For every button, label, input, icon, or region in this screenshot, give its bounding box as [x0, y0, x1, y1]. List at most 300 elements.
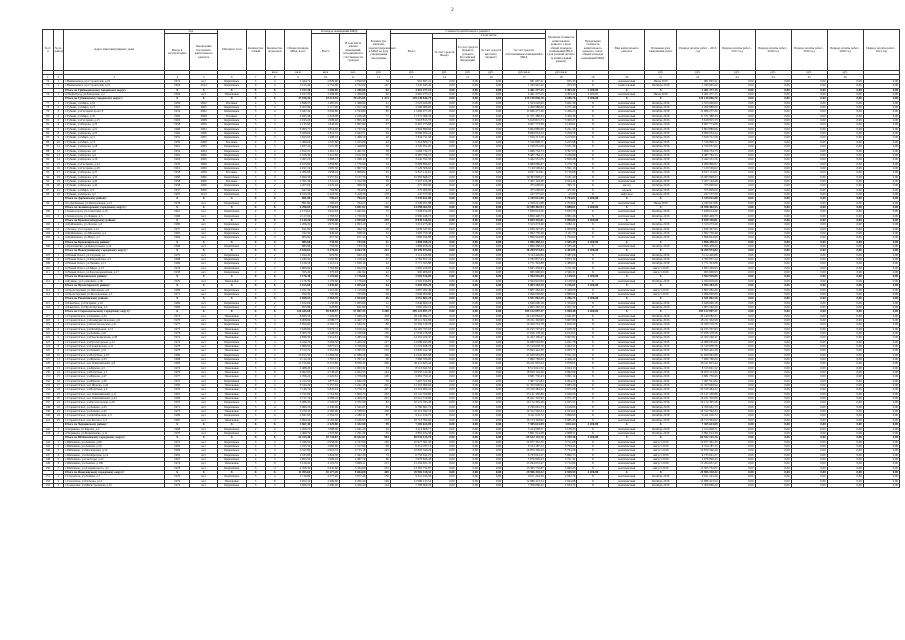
table-cell: Кирпичные: [217, 266, 246, 270]
table-cell: комплексный: [609, 158, 645, 162]
table-cell: 1 915,50: [284, 444, 312, 448]
table-cell: 0,00: [456, 470, 479, 474]
table-cell: X: [246, 310, 265, 314]
table-cell: 2 135,90: [284, 123, 312, 127]
table-cell: 3 111,73: [545, 232, 577, 236]
table-cell: 1 206,00: [339, 93, 367, 97]
table-cell: 0,00: [456, 166, 479, 170]
col-header: Период оплаты работ - 2017 год: [719, 30, 755, 71]
col-header: Период оплаты работ - 2019 год: [791, 30, 827, 71]
table-cell: 0,00: [719, 119, 755, 123]
table-cell: 7 497 521,84: [677, 379, 719, 383]
table-cell: 13 820 442,38: [503, 349, 545, 353]
table-cell: 0,00: [456, 384, 479, 388]
table-cell: 140: [43, 414, 54, 418]
table-cell: 2 103,60: [284, 162, 312, 166]
table-cell: Панельные: [217, 388, 246, 392]
table-cell: 1970: [164, 431, 189, 435]
table-cell: 0,00: [791, 171, 827, 175]
table-cell: 89: [43, 153, 54, 157]
table-cell: 3: [53, 110, 64, 114]
table-cell: X: [265, 197, 284, 201]
table-cell: 0,00: [863, 292, 899, 296]
table-cell: 2 523 020,00: [677, 101, 719, 105]
table-cell: 365,71: [545, 184, 577, 188]
table-cell: 0,00: [827, 288, 863, 292]
table-cell: 0,00: [791, 457, 827, 461]
table-cell: 4 952,10: [284, 479, 312, 483]
table-cell: 0,00: [791, 258, 827, 262]
table-cell: 0,00: [719, 88, 755, 92]
table-cell: 4 290,05: [284, 205, 312, 209]
table-cell: 2 947,93: [284, 414, 312, 418]
table-cell: 36: [367, 145, 390, 149]
table-cell: 0,00: [479, 171, 502, 175]
table-cell: 1 606,10: [312, 457, 340, 461]
table-cell: Октябрь 2016: [645, 475, 677, 479]
table-cell: нет: [190, 431, 218, 435]
table-cell: 0,00: [433, 310, 456, 314]
table-cell: 0,00: [755, 127, 791, 131]
table-cell: 4 193,60: [312, 418, 340, 422]
table-cell: 7 819 711,58: [503, 136, 545, 140]
table-cell: 0,00: [433, 462, 456, 466]
table-cell: 253,35: [545, 84, 577, 88]
table-cell: 0,00: [791, 184, 827, 188]
table-cell: 1976: [164, 331, 189, 335]
table-cell: Август 2016: [645, 440, 677, 444]
table-cell: Кирпичные: [217, 318, 246, 322]
table-cell: Октябрь 2016: [645, 301, 677, 305]
address-cell: г.Старый Оскол, ул.Ленина, д.43: [64, 314, 165, 318]
table-cell: Июнь 2016: [645, 93, 677, 97]
table-cell: 9: [246, 344, 265, 348]
table-cell: 1 158,40: [339, 258, 367, 262]
table-cell: 0,00: [755, 101, 791, 105]
table-cell: 0,00: [755, 288, 791, 292]
table-cell: 0,00: [479, 331, 502, 335]
table-cell: 4 746,20: [312, 371, 340, 375]
table-cell: 0,00: [827, 392, 863, 396]
table-cell: 0,00: [719, 171, 755, 175]
table-cell: 469: [367, 470, 390, 474]
table-cell: 0,00: [755, 362, 791, 366]
table-cell: 0,00: [479, 288, 502, 292]
table-cell: 101: [43, 214, 54, 218]
table-cell: X: [246, 219, 265, 223]
table-cell: Кирпичные: [217, 305, 246, 309]
table-cell: 0,00: [433, 210, 456, 214]
table-cell: 2 611,80: [339, 153, 367, 157]
table-cell: X: [577, 418, 609, 422]
col-header: Количество этажей: [246, 30, 265, 71]
table-cell: 0,00: [755, 297, 791, 301]
table-cell: X: [577, 397, 609, 401]
table-cell: 0,00: [433, 288, 456, 292]
address-cell: г.Шебекино, ул.Ленина, д.98: [64, 440, 165, 444]
table-cell: X: [609, 249, 645, 253]
table-cell: 4 024,13: [545, 366, 577, 370]
table-cell: 2: [265, 223, 284, 227]
table-cell: 0,00: [755, 375, 791, 379]
table-cell: 3: [265, 166, 284, 170]
table-cell: 0,00: [479, 384, 502, 388]
table-cell: 1958: [164, 184, 189, 188]
table-cell: X: [190, 97, 218, 101]
table-cell: X: [577, 410, 609, 414]
table-cell: X: [265, 205, 284, 209]
table-cell: 4: [53, 327, 64, 331]
table-cell: нет: [190, 279, 218, 283]
table-cell: 1963: [164, 453, 189, 457]
table-cell: 25: [367, 305, 390, 309]
table-cell: 146: [367, 344, 390, 348]
table-cell: 0,00: [433, 175, 456, 179]
table-cell: Октябрь 2016: [645, 379, 677, 383]
table-cell: Панельные: [217, 331, 246, 335]
table-cell: X: [609, 436, 645, 440]
table-cell: нет: [190, 271, 218, 275]
table-cell: 3 998,48: [545, 310, 577, 314]
table-cell: 5: [246, 318, 265, 322]
table-cell: 7 638 014,20: [503, 210, 545, 214]
table-cell: 3: [265, 179, 284, 183]
table-cell: 725,60: [339, 292, 367, 296]
table-cell: Панельные: [217, 314, 246, 318]
table-cell: 41 929 965,88: [503, 353, 545, 357]
table-cell: 3: [53, 262, 64, 266]
table-cell: 3: [265, 171, 284, 175]
table-cell: 0,00: [719, 114, 755, 118]
table-cell: 3 011,64: [545, 423, 577, 427]
table-cell: 0,00: [479, 201, 502, 205]
table-cell: 3 077,40: [339, 475, 367, 479]
table-cell: 2 058,53: [284, 297, 312, 301]
table-cell: Октябрь 2016: [645, 114, 677, 118]
address-cell: пгт.Дербеньки, ул.Центральная, д.15: [64, 201, 165, 205]
table-cell: 64: [367, 266, 390, 270]
table-cell: 10 870 346,29: [390, 449, 432, 453]
table-cell: X: [265, 310, 284, 314]
table-cell: 24 195 707,63: [677, 327, 719, 331]
table-cell: Август 2016: [645, 288, 677, 292]
table-cell: 0,00: [456, 427, 479, 431]
table-cell: 3 257,64: [312, 175, 340, 179]
table-cell: 4: [246, 214, 265, 218]
table-cell: 0,00: [863, 353, 899, 357]
table-cell: 0,00: [479, 323, 502, 327]
table-cell: 0,00: [827, 145, 863, 149]
table-cell: 6: [265, 371, 284, 375]
table-cell: 0,00: [863, 149, 899, 153]
table-cell: 1: [53, 440, 64, 444]
table-cell: 0,00: [456, 275, 479, 279]
table-cell: 13: [53, 153, 64, 157]
table-cell: 1 208,13: [312, 158, 340, 162]
table-cell: фасад: [609, 184, 645, 188]
table-cell: 3 414 608,71: [390, 427, 432, 431]
table-cell: 0,00: [755, 253, 791, 257]
table-cell: 0,00: [755, 223, 791, 227]
table-cell: Октябрь 2016: [645, 340, 677, 344]
table-cell: 0,00: [433, 275, 456, 279]
table-cell: 4 290 986,00: [390, 106, 432, 110]
table-cell: 0,00: [863, 483, 899, 487]
column-number-cell: 7: [246, 75, 265, 80]
table-cell: 0,00: [456, 349, 479, 353]
table-cell: нет: [190, 410, 218, 414]
table-cell: 137: [43, 401, 54, 405]
table-cell: 0,00: [433, 331, 456, 335]
table-cell: 3: [265, 444, 284, 448]
table-cell: 3: [265, 214, 284, 218]
table-cell: 904: [367, 436, 390, 440]
table-cell: 9 817 114,61: [503, 171, 545, 175]
table-cell: 3 804 880,66: [390, 127, 432, 131]
table-cell: Кирпичные: [217, 214, 246, 218]
table-cell: 0,00: [719, 418, 755, 422]
table-cell: 0,00: [791, 418, 827, 422]
table-cell: 4: [265, 449, 284, 453]
table-cell: 1 325,80: [312, 140, 340, 144]
table-cell: 0,00: [456, 123, 479, 127]
table-cell: нет: [190, 314, 218, 318]
table-cell: 2008: [190, 114, 218, 118]
table-cell: 3 414 608,71: [503, 427, 545, 431]
table-cell: 1 206,70: [284, 427, 312, 431]
table-cell: 74: [43, 80, 54, 84]
table-cell: 0,00: [433, 366, 456, 370]
table-cell: 0,00: [456, 162, 479, 166]
table-cell: X: [164, 436, 189, 440]
table-cell: 0,00: [456, 249, 479, 253]
table-cell: 108: [43, 258, 54, 262]
table-cell: X: [645, 205, 677, 209]
table-cell: 0,00: [433, 344, 456, 348]
table-cell: 7 638,80: [284, 327, 312, 331]
table-cell: 0,00: [479, 457, 502, 461]
table-cell: 0,00: [456, 375, 479, 379]
table-cell: 0,00: [827, 440, 863, 444]
table-cell: 7: [53, 466, 64, 470]
table-cell: 0,00: [719, 405, 755, 409]
table-cell: 4: [265, 336, 284, 340]
table-cell: 0,00: [433, 132, 456, 136]
table-cell: комплексный: [609, 453, 645, 457]
table-cell: 2 771 323,88: [677, 262, 719, 266]
table-cell: 0,00: [863, 384, 899, 388]
table-cell: 2 206,75: [545, 297, 577, 301]
table-cell: 794,23: [339, 197, 367, 201]
table-cell: 4 025,51: [545, 401, 577, 405]
table-cell: 112: [43, 279, 54, 283]
table-cell: 11 966 277,20: [503, 110, 545, 114]
table-cell: нет: [190, 366, 218, 370]
table-cell: 2 646 600,18: [390, 301, 432, 305]
table-cell: 1979: [164, 388, 189, 392]
table-cell: Панельные: [217, 279, 246, 283]
table-cell: 2 115,74: [312, 366, 340, 370]
table-cell: 3 186,76: [545, 97, 577, 101]
table-cell: Октябрь 2016: [645, 397, 677, 401]
table-cell: 733,50: [339, 240, 367, 244]
table-cell: 4 944,78: [339, 249, 367, 253]
table-cell: 1960: [164, 114, 189, 118]
table-cell: 3 050,00: [284, 323, 312, 327]
table-cell: 2: [265, 184, 284, 188]
page-number: 2: [451, 8, 454, 13]
table-cell: 91: [43, 162, 54, 166]
table-cell: Кирпичные: [217, 236, 246, 240]
table-cell: X: [577, 227, 609, 231]
table-cell: 0,00: [863, 457, 899, 461]
table-cell: 2 062,70: [312, 297, 340, 301]
table-cell: 1 652,00: [339, 266, 367, 270]
table-cell: 0,00: [791, 384, 827, 388]
table-cell: 2 096 000,80: [503, 292, 545, 296]
table-cell: 3: [265, 457, 284, 461]
table-cell: 36 411 823,44: [390, 362, 432, 366]
table-cell: 69 532 125,76: [390, 436, 432, 440]
table-cell: 1968: [164, 258, 189, 262]
table-cell: 0,00: [456, 88, 479, 92]
table-cell: 3 712,69: [545, 462, 577, 466]
table-cell: 0,00: [719, 184, 755, 188]
table-cell: Кирпичные: [217, 127, 246, 131]
table-cell: 5: [246, 162, 265, 166]
table-cell: 0,00: [456, 253, 479, 257]
table-cell: Кирпичные: [217, 132, 246, 136]
table-cell: 1 345 945,42: [390, 84, 432, 88]
table-cell: комплексный: [609, 344, 645, 348]
table-cell: 0,00: [791, 366, 827, 370]
table-cell: 965 906,93: [503, 271, 545, 275]
table-cell: 83: [367, 175, 390, 179]
column-number-cell: 13: [390, 75, 432, 80]
table-cell: 3: [246, 184, 265, 188]
table-cell: 9 681 750,43: [677, 375, 719, 379]
table-cell: лифтовое: [609, 192, 645, 196]
table-cell: 9: [246, 392, 265, 396]
table-cell: 1 511,24: [312, 179, 340, 183]
table-cell: Октябрь 2016: [645, 140, 677, 144]
table-cell: 10 312 592,34: [677, 410, 719, 414]
table-cell: X: [577, 149, 609, 153]
table-cell: 2: [265, 245, 284, 249]
table-cell: 0,00: [456, 358, 479, 362]
table-cell: 2 706,24: [284, 375, 312, 379]
table-cell: 3 721,32: [545, 457, 577, 461]
table-cell: 0,00: [433, 119, 456, 123]
table-cell: 0,00: [791, 301, 827, 305]
table-cell: 5: [246, 106, 265, 110]
table-cell: 0,00: [456, 136, 479, 140]
table-cell: 0,00: [719, 475, 755, 479]
table-cell: 9: [53, 349, 64, 353]
table-cell: 4 119,55: [312, 462, 340, 466]
table-cell: 1980: [164, 223, 189, 227]
address-cell: г.Старый Оскол, м-н Олимпийский, д.24: [64, 397, 165, 401]
table-cell: 1 176,30: [284, 279, 312, 283]
address-cell: с.Лесное, ул.Садовая, д.21: [64, 227, 165, 231]
table-cell: 1 848,57: [284, 101, 312, 105]
table-cell: X: [217, 284, 246, 288]
table-cell: X: [246, 436, 265, 440]
table-cell: 0,00: [433, 101, 456, 105]
table-cell: 4 551 862,28: [390, 297, 432, 301]
table-cell: 0,00: [863, 210, 899, 214]
table-cell: 5: [53, 119, 64, 123]
table-cell: 7 308 660,22: [503, 483, 545, 487]
table-cell: X: [265, 275, 284, 279]
table-cell: 3 414 608,71: [677, 427, 719, 431]
table-cell: 3 442 551,56: [390, 158, 432, 162]
col-header: Стоимость капитального ремонта: [390, 30, 545, 34]
table-cell: 0,00: [827, 192, 863, 196]
table-cell: 0,00: [791, 336, 827, 340]
address-cell: Итого по Старооскольскому городскому округу:: [64, 310, 165, 314]
table-cell: X: [609, 284, 645, 288]
address-cell: п.Бунино, ул.Солнечная, д.1Б: [64, 279, 165, 283]
table-cell: 0,00: [479, 205, 502, 209]
table-cell: 15 519 638,78: [390, 344, 432, 348]
table-cell: 9 817 114,61: [677, 171, 719, 175]
table-cell: 0,00: [863, 431, 899, 435]
table-cell: 0,00: [827, 327, 863, 331]
table-cell: 0,00: [479, 470, 502, 474]
table-cell: 82: [43, 123, 54, 127]
table-cell: 1963: [164, 119, 189, 123]
table-cell: 4: [265, 375, 284, 379]
table-cell: 0,00: [863, 344, 899, 348]
table-cell: 0,00: [863, 388, 899, 392]
table-cell: Октябрь 2016: [645, 431, 677, 435]
table-cell: 6 062,95: [284, 371, 312, 375]
table-cell: 1973: [164, 410, 189, 414]
table-cell: 2 096 000,80: [677, 292, 719, 296]
table-cell: 0,00: [433, 136, 456, 140]
address-cell: г.Нижнекамск, пр.Строителей, д.16: [64, 80, 165, 84]
table-cell: 0,00: [479, 362, 502, 366]
table-cell: 1 206,00: [339, 88, 367, 92]
table-cell: комплексный: [609, 379, 645, 383]
table-cell: 0,00: [755, 427, 791, 431]
table-cell: 7 990 760,00: [390, 358, 432, 362]
table-cell: 0,00: [479, 275, 502, 279]
table-cell: 0,00: [456, 97, 479, 101]
table-cell: 1 206,20: [284, 223, 312, 227]
table-cell: 0,00: [755, 331, 791, 335]
table-cell: 74: [367, 453, 390, 457]
table-cell: 0,00: [456, 106, 479, 110]
table-cell: 0,00: [863, 336, 899, 340]
table-cell: X: [265, 423, 284, 427]
table-cell: комплексный: [609, 232, 645, 236]
table-cell: 1 133,90: [312, 301, 340, 305]
table-cell: 3: [246, 149, 265, 153]
table-cell: X: [609, 470, 645, 474]
table-cell: 2 523 020,00: [503, 101, 545, 105]
table-cell: 4 002,57: [545, 344, 577, 348]
table-cell: нет: [190, 292, 218, 296]
table-cell: 2: [265, 232, 284, 236]
table-cell: 2 096 000,80: [390, 292, 432, 296]
table-cell: 0,00: [755, 271, 791, 275]
table-cell: 1968: [164, 245, 189, 249]
table-cell: 0,00: [719, 127, 755, 131]
table-cell: 0,00: [456, 401, 479, 405]
table-cell: 0,00: [456, 114, 479, 118]
